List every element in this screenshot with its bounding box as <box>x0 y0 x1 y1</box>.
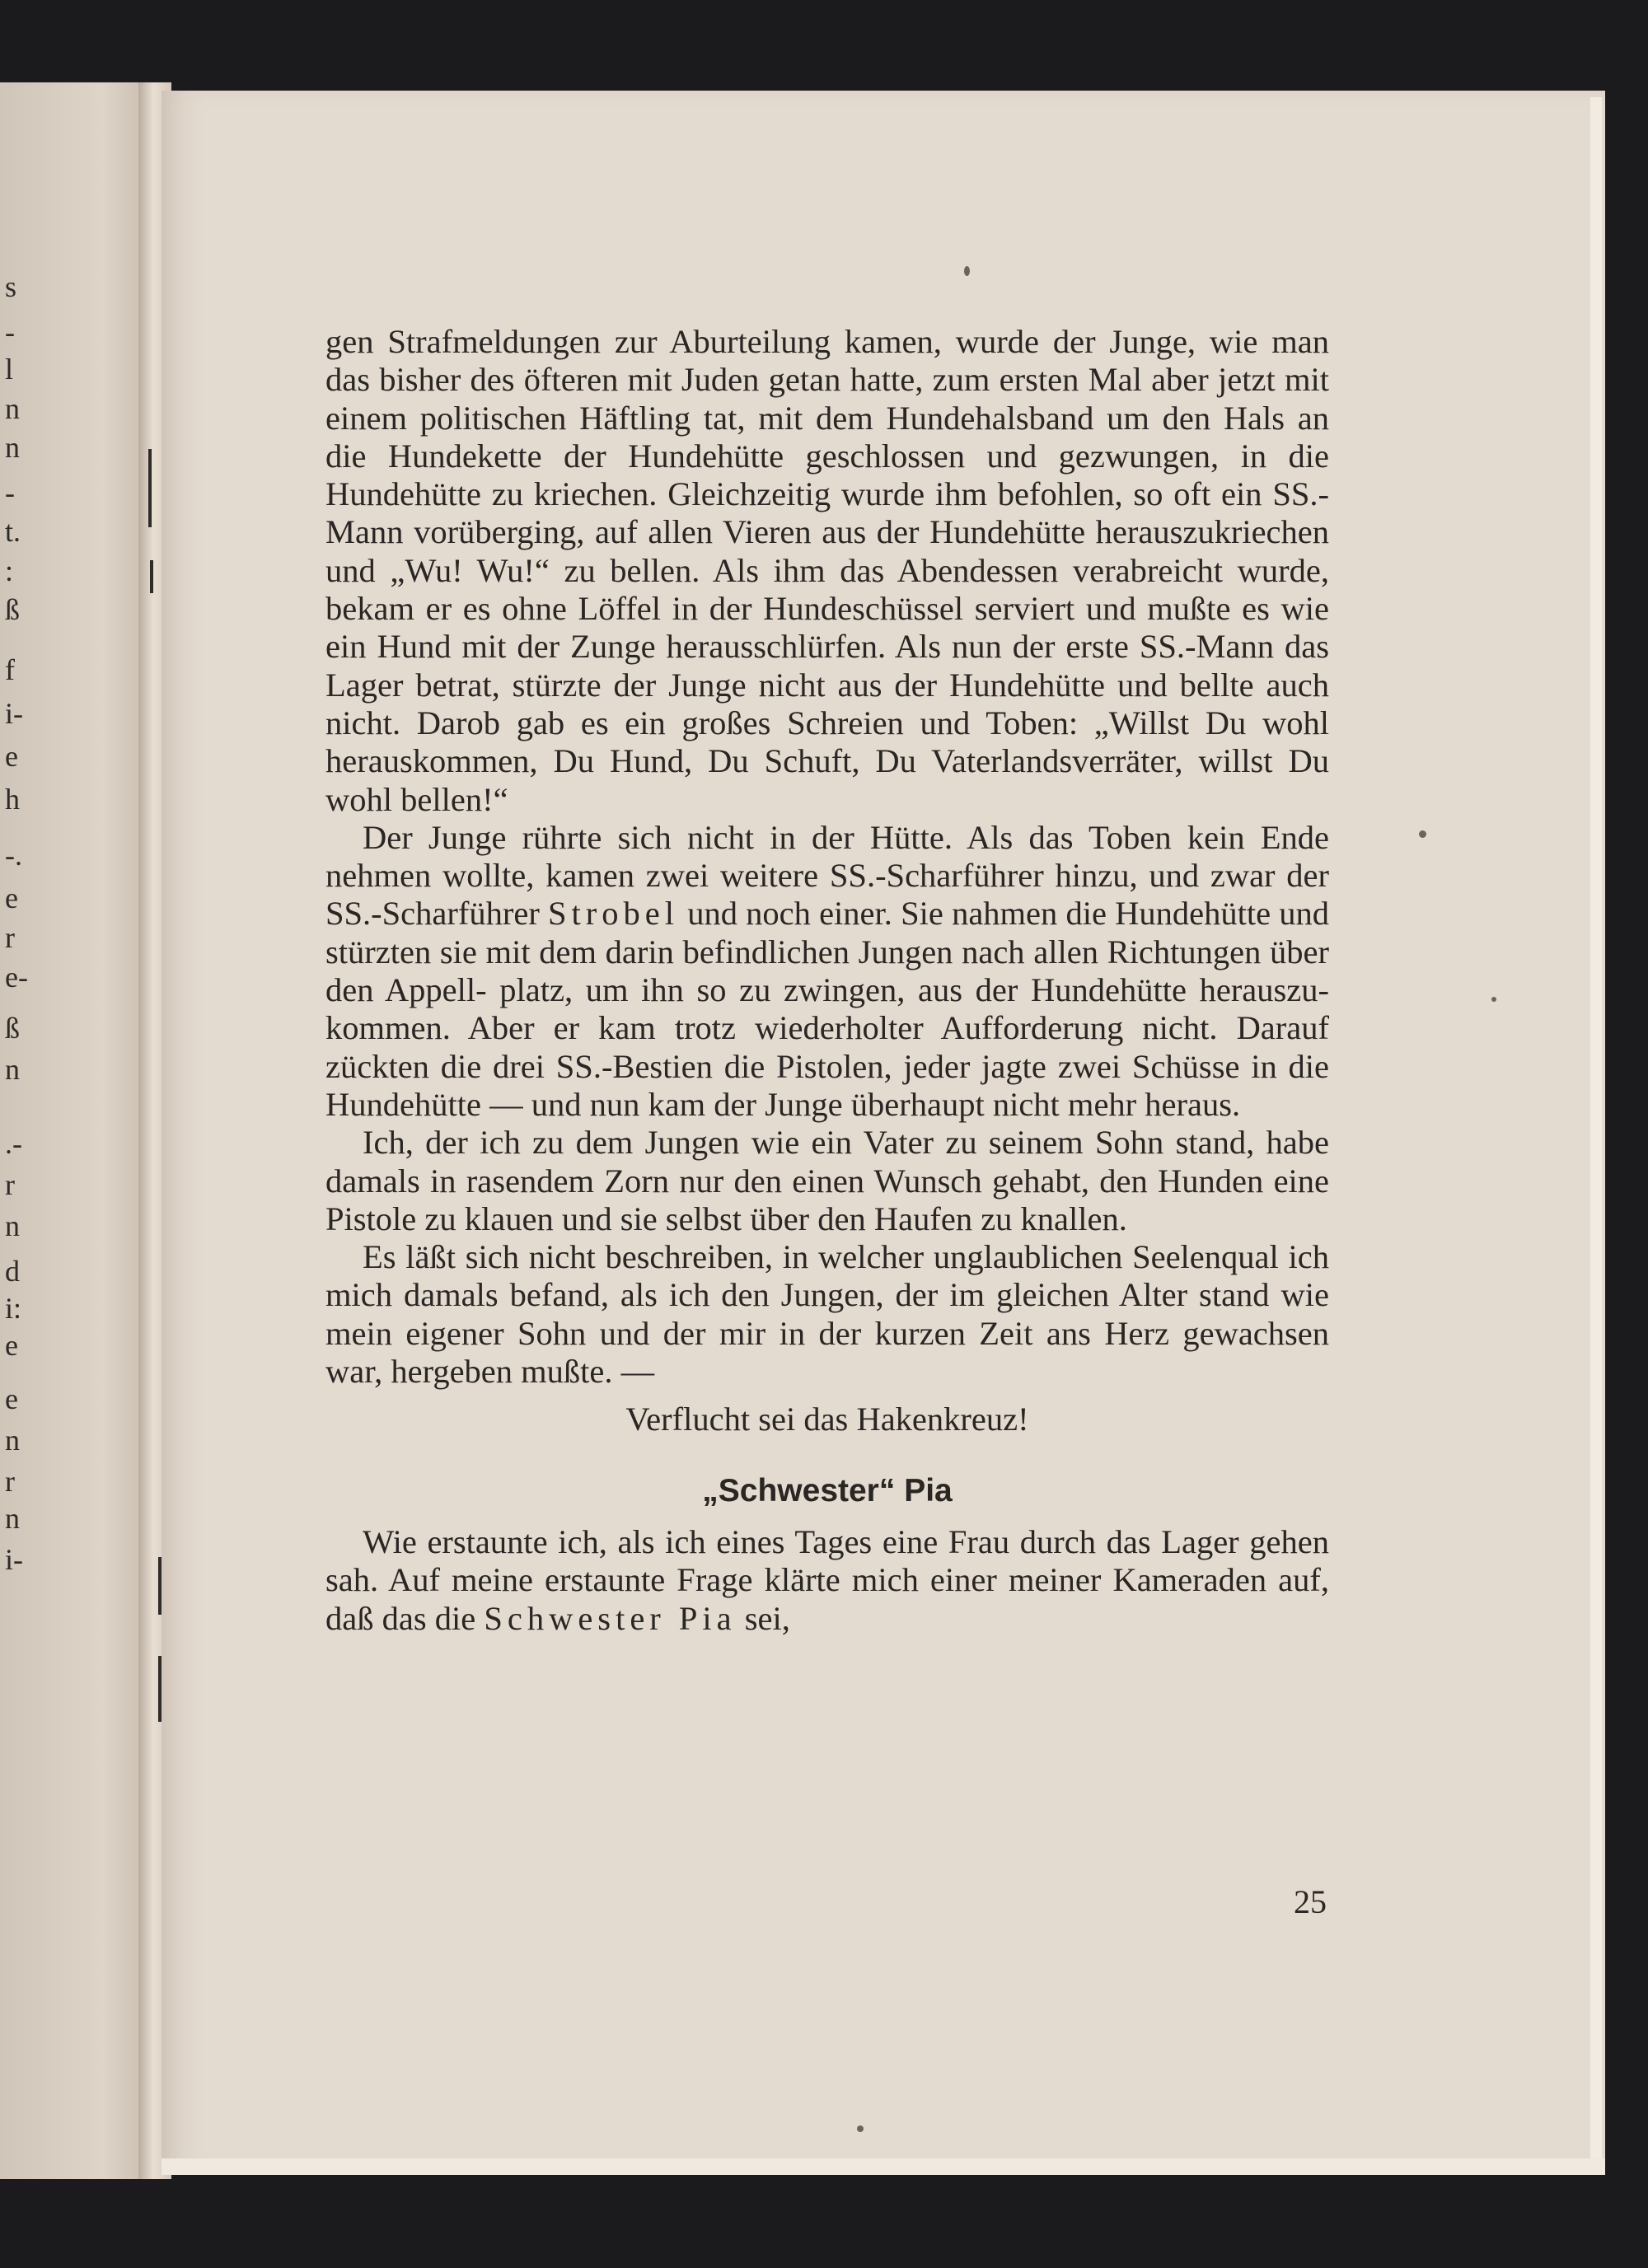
text-line: Es läßt sich nicht beschreiben, in welcher unglaublichen <box>363 1238 1123 1276</box>
left-page-fragment: r <box>5 1168 15 1201</box>
left-page-fragment: .- <box>5 1127 22 1160</box>
paper-speck <box>857 2125 864 2132</box>
text-line: kommen. Aber er kam trotz wiederholter Aufforderung nicht. <box>325 1009 1218 1047</box>
left-page-fragment: i- <box>5 697 23 730</box>
text-line: ersten Mal aber jetzt mit einem politischen Häftling tat, mit <box>325 361 1329 437</box>
left-page-fragment: -. <box>5 839 22 872</box>
text-line: kurzen Zeit ans Herz gewachsen war, hergeben mußte. — <box>325 1314 1330 1391</box>
text-line: Zunge herausschlürfen. Als nun der erste SS.-Mann das Lager <box>325 628 1329 704</box>
left-page-fragment: e <box>5 1329 18 1362</box>
page-edge <box>1590 97 1602 2173</box>
text-line: Abendessen verabreicht wurde, bekam er es ohne Löffel in der <box>325 551 1329 628</box>
binding-mark <box>148 449 152 527</box>
left-page-fragment: : <box>5 554 14 587</box>
left-page-fragment: s <box>5 270 17 303</box>
text-line: Sie nahmen die Hundehütte und stürzten sie mit dem darin <box>325 895 1330 970</box>
binding-mark <box>150 560 153 593</box>
left-page-fragment: e <box>5 740 18 773</box>
left-page-fragment: t. <box>5 515 21 548</box>
text-line: Mann vorüberging, auf allen Vieren aus der Hundehütte <box>325 513 1086 551</box>
text-line: gen Strafmeldungen zur Aburteilung kamen, wurde der Junge, <box>325 323 1196 360</box>
section-heading: „Schwester“ Pia <box>702 1472 953 1508</box>
paper-speck <box>1419 830 1426 838</box>
text-line: den Haufen zu knallen. <box>817 1199 1127 1237</box>
left-page-fragment: h <box>5 783 20 816</box>
text-line: Seelenqual ich mich damals befand, als ich den Jungen, der im <box>325 1238 1329 1314</box>
text-line: befindlichen Jungen nach allen Richtungen über den Appell- <box>325 933 1329 1009</box>
closing-line: Verflucht sei das Hakenkreuz! <box>625 1401 1029 1438</box>
text-line: dem Hundehalsband um den Hals an die Hundekette der <box>325 399 1330 475</box>
left-page-fragment: d <box>5 1255 20 1288</box>
text-line: gleichen Alter stand wie mein eigener Sohn und der mir in der <box>325 1276 1329 1352</box>
text-line: Schwester Pia <box>484 1599 737 1637</box>
left-page-fragment: ß <box>5 593 20 626</box>
left-page-fragment: - <box>5 316 15 348</box>
paragraph-1 <box>325 323 1329 819</box>
text-line: zwei Schüsse in die Hundehütte — und nun kam der Junge <box>325 1047 1330 1123</box>
page-body-text <box>325 323 1329 1638</box>
text-line: Lager gehen sah. Auf meine erstaunte Frage klärte mich einer <box>325 1522 1329 1599</box>
left-page-fragment: r <box>5 921 15 954</box>
text-line: Hundehütte geschlossen und gezwungen, in die Hundehütte zu <box>325 437 1330 513</box>
left-page-fragment: i- <box>5 1543 23 1576</box>
left-page-fragment: n <box>5 1424 20 1457</box>
left-page-fragment: e <box>5 1382 18 1415</box>
left-page-fragment: n <box>5 392 20 425</box>
text-line: gehabt, den Hunden eine Pistole zu klauen und sie selbst über <box>325 1162 1330 1237</box>
text-line: wie man das bisher des öfteren mit Juden getan hatte, zum <box>325 323 1329 399</box>
left-page-fragment: ß <box>5 1012 20 1045</box>
binding-mark <box>158 1557 162 1615</box>
paragraph-4 <box>325 1238 1329 1391</box>
page-number: 25 <box>1294 1883 1327 1920</box>
text-line: betrat, stürzte der Junge nicht aus der Hundehütte und bellte <box>415 666 1254 704</box>
text-line: meiner Kameraden auf, daß das die <box>325 1561 1330 1637</box>
left-page-fragment: - <box>5 476 15 509</box>
text-line: platz, um ihn so zu zwingen, aus der Hundehütte herauszu- <box>499 971 1330 1009</box>
left-page-fragment: r <box>5 1465 15 1498</box>
left-page-fragment: n <box>5 431 20 464</box>
left-page-text-fragments <box>0 272 33 1887</box>
text-line: überhaupt nicht mehr heraus. <box>850 1085 1241 1123</box>
paragraph-3 <box>325 1124 1329 1238</box>
left-page-fragment: f <box>5 653 15 686</box>
text-line: stand, habe damals in rasendem Zorn nur den einen Wunsch <box>325 1124 1330 1199</box>
text-line: sei, <box>744 1599 790 1637</box>
binding-mark <box>158 1656 162 1722</box>
text-line: Der Junge rührte sich nicht in der Hütte. Als das Toben <box>363 818 1172 856</box>
text-line: und noch einer. <box>687 895 892 933</box>
text-line: hinzu, und zwar der SS.-Scharführer <box>325 857 1329 933</box>
text-line: Hundeschüssel serviert und mußte es wie ein Hund mit der <box>325 590 1329 666</box>
text-line: Ich, der ich zu dem Jungen wie ein Vater zu seinem Sohn <box>363 1124 1164 1162</box>
text-line: kein Ende nehmen wollte, kamen zwei weitere SS.-Scharführer <box>325 818 1330 895</box>
left-page-fragment: e <box>5 881 18 914</box>
text-line: Strobel <box>548 895 680 933</box>
left-page-fragment: e- <box>5 961 28 994</box>
paragraph-5 <box>325 1523 1329 1638</box>
text-line: Darauf zückten die drei SS.-Bestien die Pistolen, jeder jagte <box>325 1009 1329 1085</box>
paper-speck <box>964 266 970 276</box>
page-bottom-edge <box>162 2158 1605 2175</box>
text-line: „Willst Du wohl herauskommen, Du Hund, Du Schuft, Du <box>325 704 1329 780</box>
text-line: Wie erstaunte ich, als ich eines Tages eine Frau durch das <box>363 1522 1151 1560</box>
text-line: kriechen. Gleichzeitig wurde ihm befohlen, so oft ein SS.- <box>533 475 1330 513</box>
left-page-fragment: l <box>5 353 14 386</box>
paper-speck <box>1491 997 1496 1002</box>
text-line: Vaterlandsverräter, willst Du wohl bellen!“ <box>325 742 1329 818</box>
left-page-fragment: n <box>5 1209 20 1242</box>
left-page-fragment: n <box>5 1053 20 1086</box>
paragraph-2 <box>325 819 1329 1124</box>
left-page-fragment: i: <box>5 1292 22 1325</box>
text-line: auch nicht. Darob gab es ein großes Schreien und Toben: <box>325 666 1329 741</box>
left-page-fragment: n <box>5 1502 20 1535</box>
text-line: herauszukriechen und „Wu! Wu!“ zu bellen. Als ihm das <box>325 513 1329 589</box>
